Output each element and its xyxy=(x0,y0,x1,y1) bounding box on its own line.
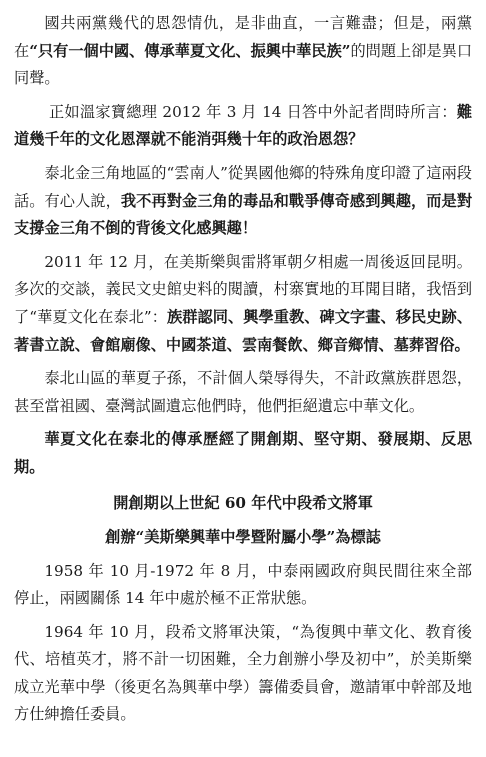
text: 的問題上卻是異口同聲。 xyxy=(14,41,473,88)
text: 1964 年 10 月，段希文將軍決策，“為復興中華文化、教育後代、培植英才，將不計一切困難，全力創辦小學及初中”，於美斯樂成立光華中學（後更名為興華中學）籌備委員會，邀請軍中幹部及地方仕紳擔任委員。 xyxy=(14,622,472,724)
text: 泰北山區的華夏子孫，不計個人榮辱得失，不計政黨族群恩怨，甚至當祖國、臺灣試圖遺忘他們時，他們拒絕遺忘中華文化。 xyxy=(14,369,472,415)
text: 2011 年 12 月，在美斯樂與雷將軍朝夕相處一周後返回昆明。多次的交談，義民文史館史料的閱讀，村寨實地的耳聞目睹，我悟到了“華夏文化在泰北”： xyxy=(14,252,472,326)
paragraph-kmt-cpc xyxy=(14,10,472,93)
bold-text: 華夏文化在泰北的傳承歷經了開創期、堅守期、發展期、反思期。 xyxy=(14,430,472,476)
bold-text: 族群認同、興學重教、碑文字畫、移民史跡、著書立說、會館廟像、中國茶道、雲南餐飲、鄉音鄉情、墓葬習俗。 xyxy=(14,307,473,354)
text: 泰北金三角地區的“雲南人”從異國他鄉的特殊角度印證了這兩段話。有心人說， xyxy=(14,163,472,210)
paragraph-four-periods xyxy=(14,426,472,481)
document-page xyxy=(14,10,472,729)
section-heading-line2: 創辦“美斯樂興華中學暨附屬小學”為標誌 xyxy=(105,527,381,546)
bold-text: 我不再對金三角的毒品和戰爭傳奇感到興趣，而是對支撐金三角不倒的背後文化感興趣！ xyxy=(14,191,473,238)
text: 正如溫家寶總理 2012 年 3 月 14 日答中外記者問時所言： xyxy=(48,102,457,121)
bold-text: “只有一個中國、傳承華夏文化、振興中華民族” xyxy=(29,41,351,60)
bold-text: 難道幾千年的文化恩澤就不能消弭幾十年的政治恩怨？ xyxy=(14,102,472,149)
text: 1958 年 10 月-1972 年 8 月，中泰兩國政府與民間往來全部停止，兩國關係 14 年中處於極不正常狀態。 xyxy=(14,561,472,608)
paragraph-sino-thai-relations xyxy=(14,558,472,613)
paragraph-school-founding xyxy=(14,619,472,729)
section-heading-line1: 開創期以上世紀 60 年代中段希文將軍 xyxy=(113,493,373,512)
text: 國共兩黨幾代的恩怨情仇，是非曲直，一言難盡；但是，兩黨在 xyxy=(14,14,472,60)
paragraph-golden-triangle xyxy=(14,160,472,243)
paragraph-mae-salong-visit xyxy=(14,249,472,359)
paragraph-wen-jiabao xyxy=(14,99,472,154)
paragraph-descendants xyxy=(14,365,472,420)
